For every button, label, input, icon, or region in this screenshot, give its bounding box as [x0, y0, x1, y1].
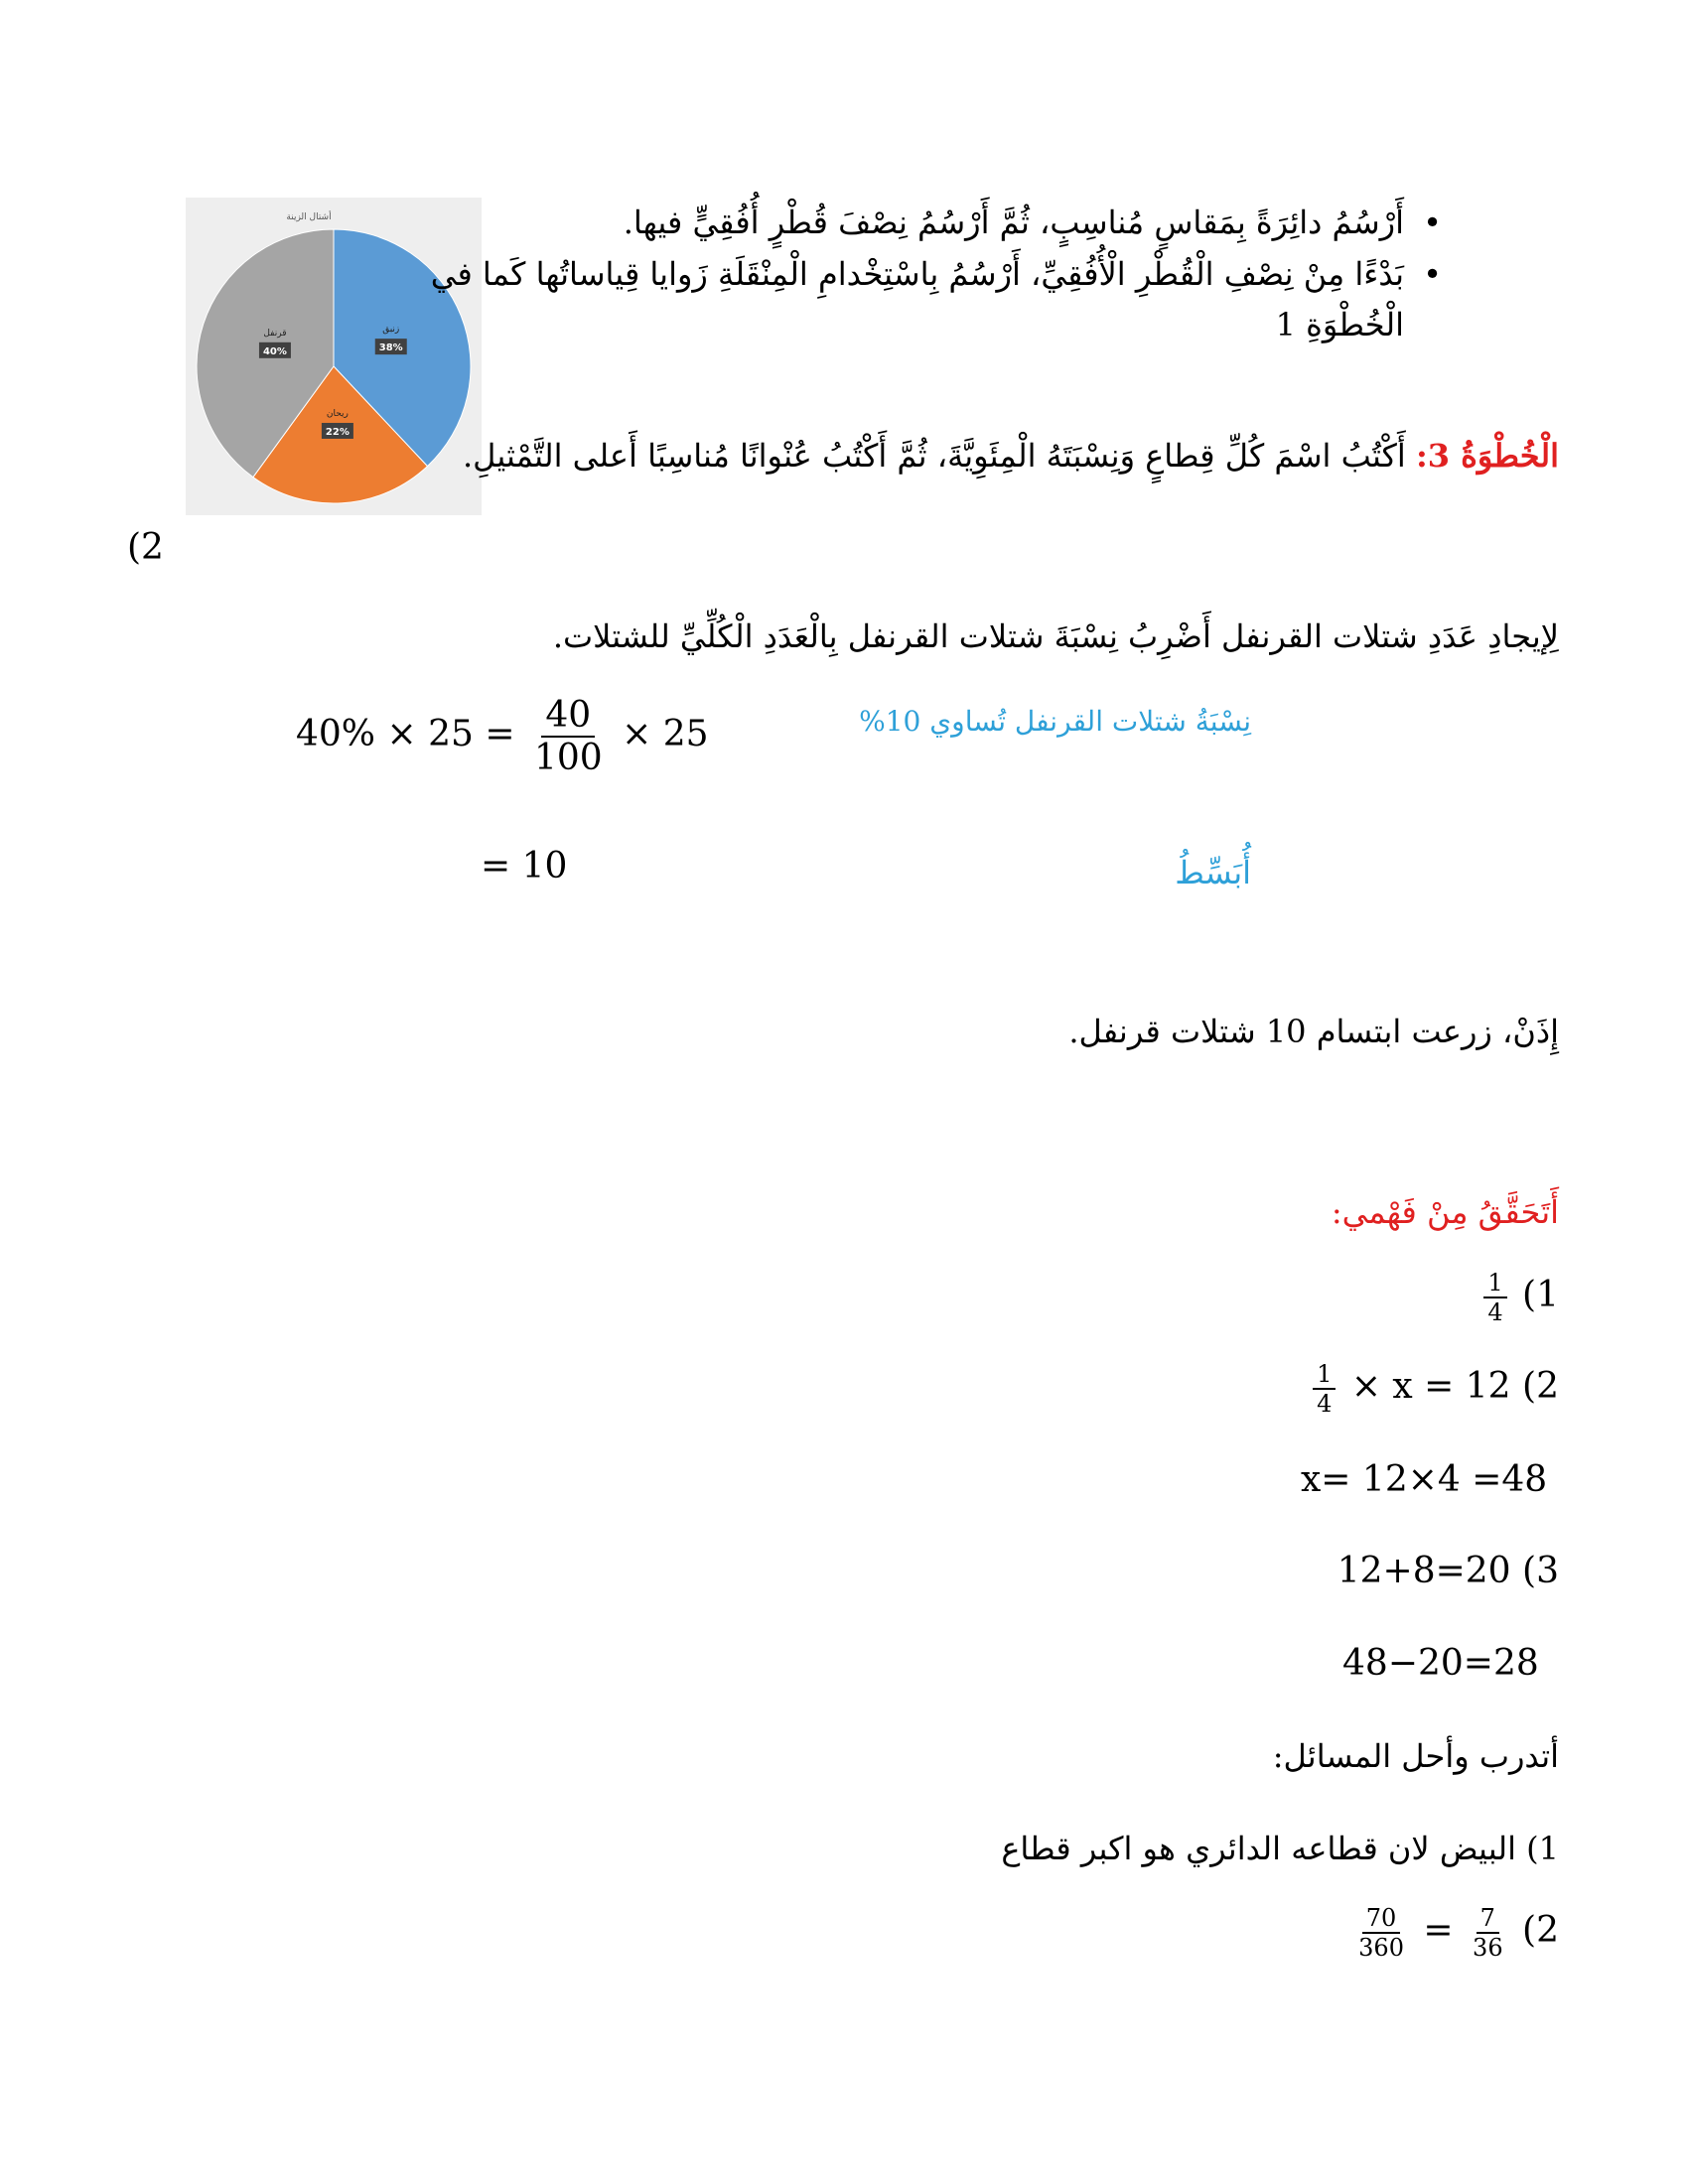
step-bullet-1: • أَرْسُمُ دائِرَةً بِمَقاسٍ مُناسِبٍ، ثُمَّ أَرْسُمُ نِصْفَ قُطْرٍ أُفُقِيٍّ فيها.	[477, 204, 1450, 241]
chart-title: أشتال الزينة	[286, 212, 332, 222]
answer-2-marker: (2	[1522, 1366, 1559, 1407]
simplify-label: أُبَسِّطُ	[1175, 854, 1251, 891]
pie-slice-label: ريحان	[326, 408, 349, 419]
answer-1-marker: (1	[1522, 1275, 1559, 1315]
ratio-note: نِسْبَةُ شتلات القرنفل تُساوي 10%	[859, 705, 1251, 738]
answer-1-fraction	[1483, 1269, 1506, 1326]
answer-1-numerator: 1	[1483, 1269, 1506, 1298]
answer-1-denominator: 4	[1487, 1298, 1503, 1326]
answer-2-fraction	[1313, 1360, 1336, 1418]
answer-2-equation: × x = 12	[1350, 1366, 1511, 1407]
check-understanding-heading: أَتَحَقَّقُ مِنْ فَهْمي:	[1331, 1193, 1559, 1231]
pie-chart-svg	[186, 198, 482, 515]
conclusion: إِذَنْ، زرعت ابتسام 10 شتلات قرنفل.	[1068, 1013, 1559, 1050]
practice-2-marker: (2	[1522, 1910, 1559, 1951]
step-3-label: الْخُطْوَةُ 3:	[1415, 437, 1559, 475]
practice-answer-1: 1) البيض لان قطاعه الدائري هو اكبر قطاع	[1001, 1830, 1559, 1867]
answer-3-line1: 12+8=20	[1336, 1551, 1511, 1591]
practice-2-left-fraction	[1354, 1904, 1408, 1962]
step-3	[463, 437, 1559, 475]
question-2-marker: (2	[127, 527, 164, 568]
answer-2-numerator: 1	[1313, 1360, 1336, 1390]
practice-2-right-numerator: 7	[1477, 1904, 1499, 1934]
check-answer-1	[1479, 1269, 1559, 1326]
step-3-text: أَكْتُبُ اسْمَ كُلِّ قِطاعٍ وَنِسْبَتَهُ الْمِئَوِيَّةَ، ثُمَّ أَكْتُبُ عُنْوانًا مُناسِبًا أَعلى التَّمْثيلِ.	[462, 437, 1416, 475]
equation-fraction	[530, 695, 607, 778]
step-bullet-2-line1: • بَدْءًا مِنْ نِصْفِ الْقُطْرِ الْأُفُقِيِّ، أَرْسُمُ بِاسْتِخْدامِ الْمِنْقَلَةِ زَوايا قِياساتُها كَما في	[430, 255, 1404, 294]
practice-2-right-fraction	[1469, 1904, 1507, 1962]
answer-2-denominator: 4	[1317, 1390, 1333, 1418]
answer-3-line2: 48−20=28	[1342, 1643, 1539, 1684]
practice-2-left-denominator: 360	[1358, 1934, 1404, 1962]
fraction-numerator: 40	[541, 695, 595, 738]
practice-2-left-numerator: 70	[1362, 1904, 1401, 1934]
pie-percent-label: 38%	[378, 342, 403, 354]
equation-result: = 10	[481, 846, 568, 887]
pie-percent-label: 22%	[325, 426, 350, 438]
find-instruction: لِإيجادِ عَدَدِ شتلات القرنفل أَضْرِبُ نِسْبَةَ شتلات القرنفل بِالْعَدَدِ الْكُلِّيِّ للشتلات.	[552, 617, 1559, 655]
answer-2-solution: x= 12×4 =48	[1301, 1459, 1548, 1500]
practice-2-right-denominator: 36	[1473, 1934, 1503, 1962]
equation-lhs: 40% × 25 =	[296, 714, 515, 754]
pie-slice-label: زنبق	[382, 325, 400, 336]
practice-answer-2	[1350, 1904, 1559, 1962]
equals-sign: =	[1423, 1910, 1454, 1951]
construction-steps	[430, 204, 1450, 343]
practice-heading: أتدرب وأحل المسائل:	[1272, 1737, 1559, 1775]
equation-rhs: × 25	[622, 714, 709, 754]
step-bullet-2-line2: الْخُطْوَةِ 1	[1275, 305, 1404, 343]
step-bullet-2	[430, 255, 1450, 343]
pie-slice-label: قرنفل	[263, 328, 287, 339]
percent-equation	[296, 695, 709, 778]
check-answer-3	[1337, 1551, 1559, 1591]
answer-3-marker: (3	[1522, 1551, 1559, 1591]
pie-percent-label: 40%	[262, 345, 287, 357]
fraction-denominator: 100	[533, 738, 603, 778]
pie-chart-figure	[186, 198, 482, 515]
check-answer-2	[1309, 1360, 1559, 1418]
